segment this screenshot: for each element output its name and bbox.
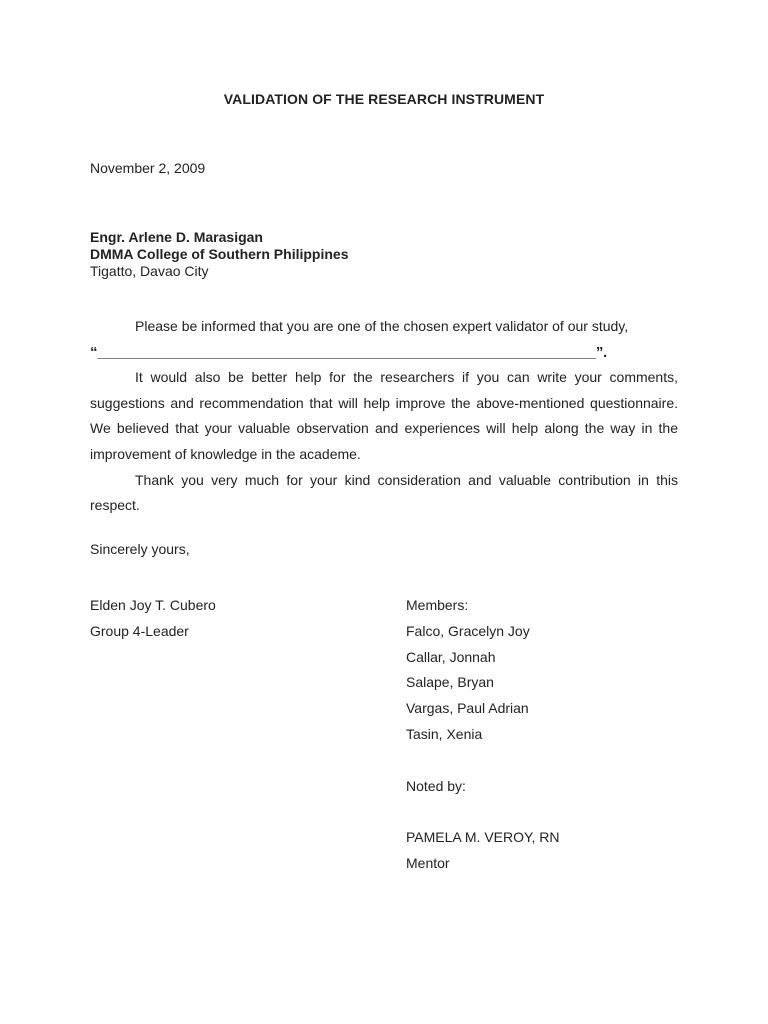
study-title-blank: “______________________________________________________________”. xyxy=(90,343,607,361)
member-item: Vargas, Paul Adrian xyxy=(406,700,529,717)
leader-role: Group 4-Leader xyxy=(90,622,189,639)
member-item: Tasin, Xenia xyxy=(406,725,483,742)
document-title: VALIDATION OF THE RESEARCH INSTRUMENT xyxy=(223,91,545,107)
mentor-name: PAMELA M. VEROY, RN xyxy=(406,829,560,846)
leader-name: Elden Joy T. Cubero xyxy=(90,597,216,613)
recipient-address: Tigatto, Davao City xyxy=(90,263,209,279)
members-block xyxy=(406,593,560,877)
recipient-institution: DMMA College of Southern Philippines xyxy=(90,246,349,262)
member-item: Salape, Bryan xyxy=(406,674,494,691)
recipient-name: Engr. Arlene D. Marasigan xyxy=(90,229,263,245)
mentor-role: Mentor xyxy=(406,854,450,871)
letter-date: November 2, 2009 xyxy=(90,160,206,176)
noted-by-label: Noted by: xyxy=(406,777,466,794)
spacer xyxy=(406,799,560,825)
member-item: Falco, Gracelyn Joy xyxy=(406,622,530,639)
letter-body xyxy=(90,314,678,519)
closing-salutation: Sincerely yours, xyxy=(90,541,190,557)
paragraph-thanks: Thank you very much for your kind consideration and valuable contribution in this respect. xyxy=(90,471,678,514)
paragraph-request: It would also be better help for the researchers if you can write your comments, suggestions and recommendation that will help improve the above-mentioned questionnaire. We believed that your valuable observation and experiences will help along the way in the improvement of knowledge in the academe. xyxy=(90,369,678,462)
leader-block xyxy=(90,593,216,645)
members-label: Members: xyxy=(406,597,469,613)
paragraph-intro: Please be informed that you are one of the chosen expert validator of our study, xyxy=(135,318,629,334)
spacer xyxy=(406,748,560,774)
member-item: Callar, Jonnah xyxy=(406,648,496,665)
recipient-block xyxy=(90,229,348,280)
